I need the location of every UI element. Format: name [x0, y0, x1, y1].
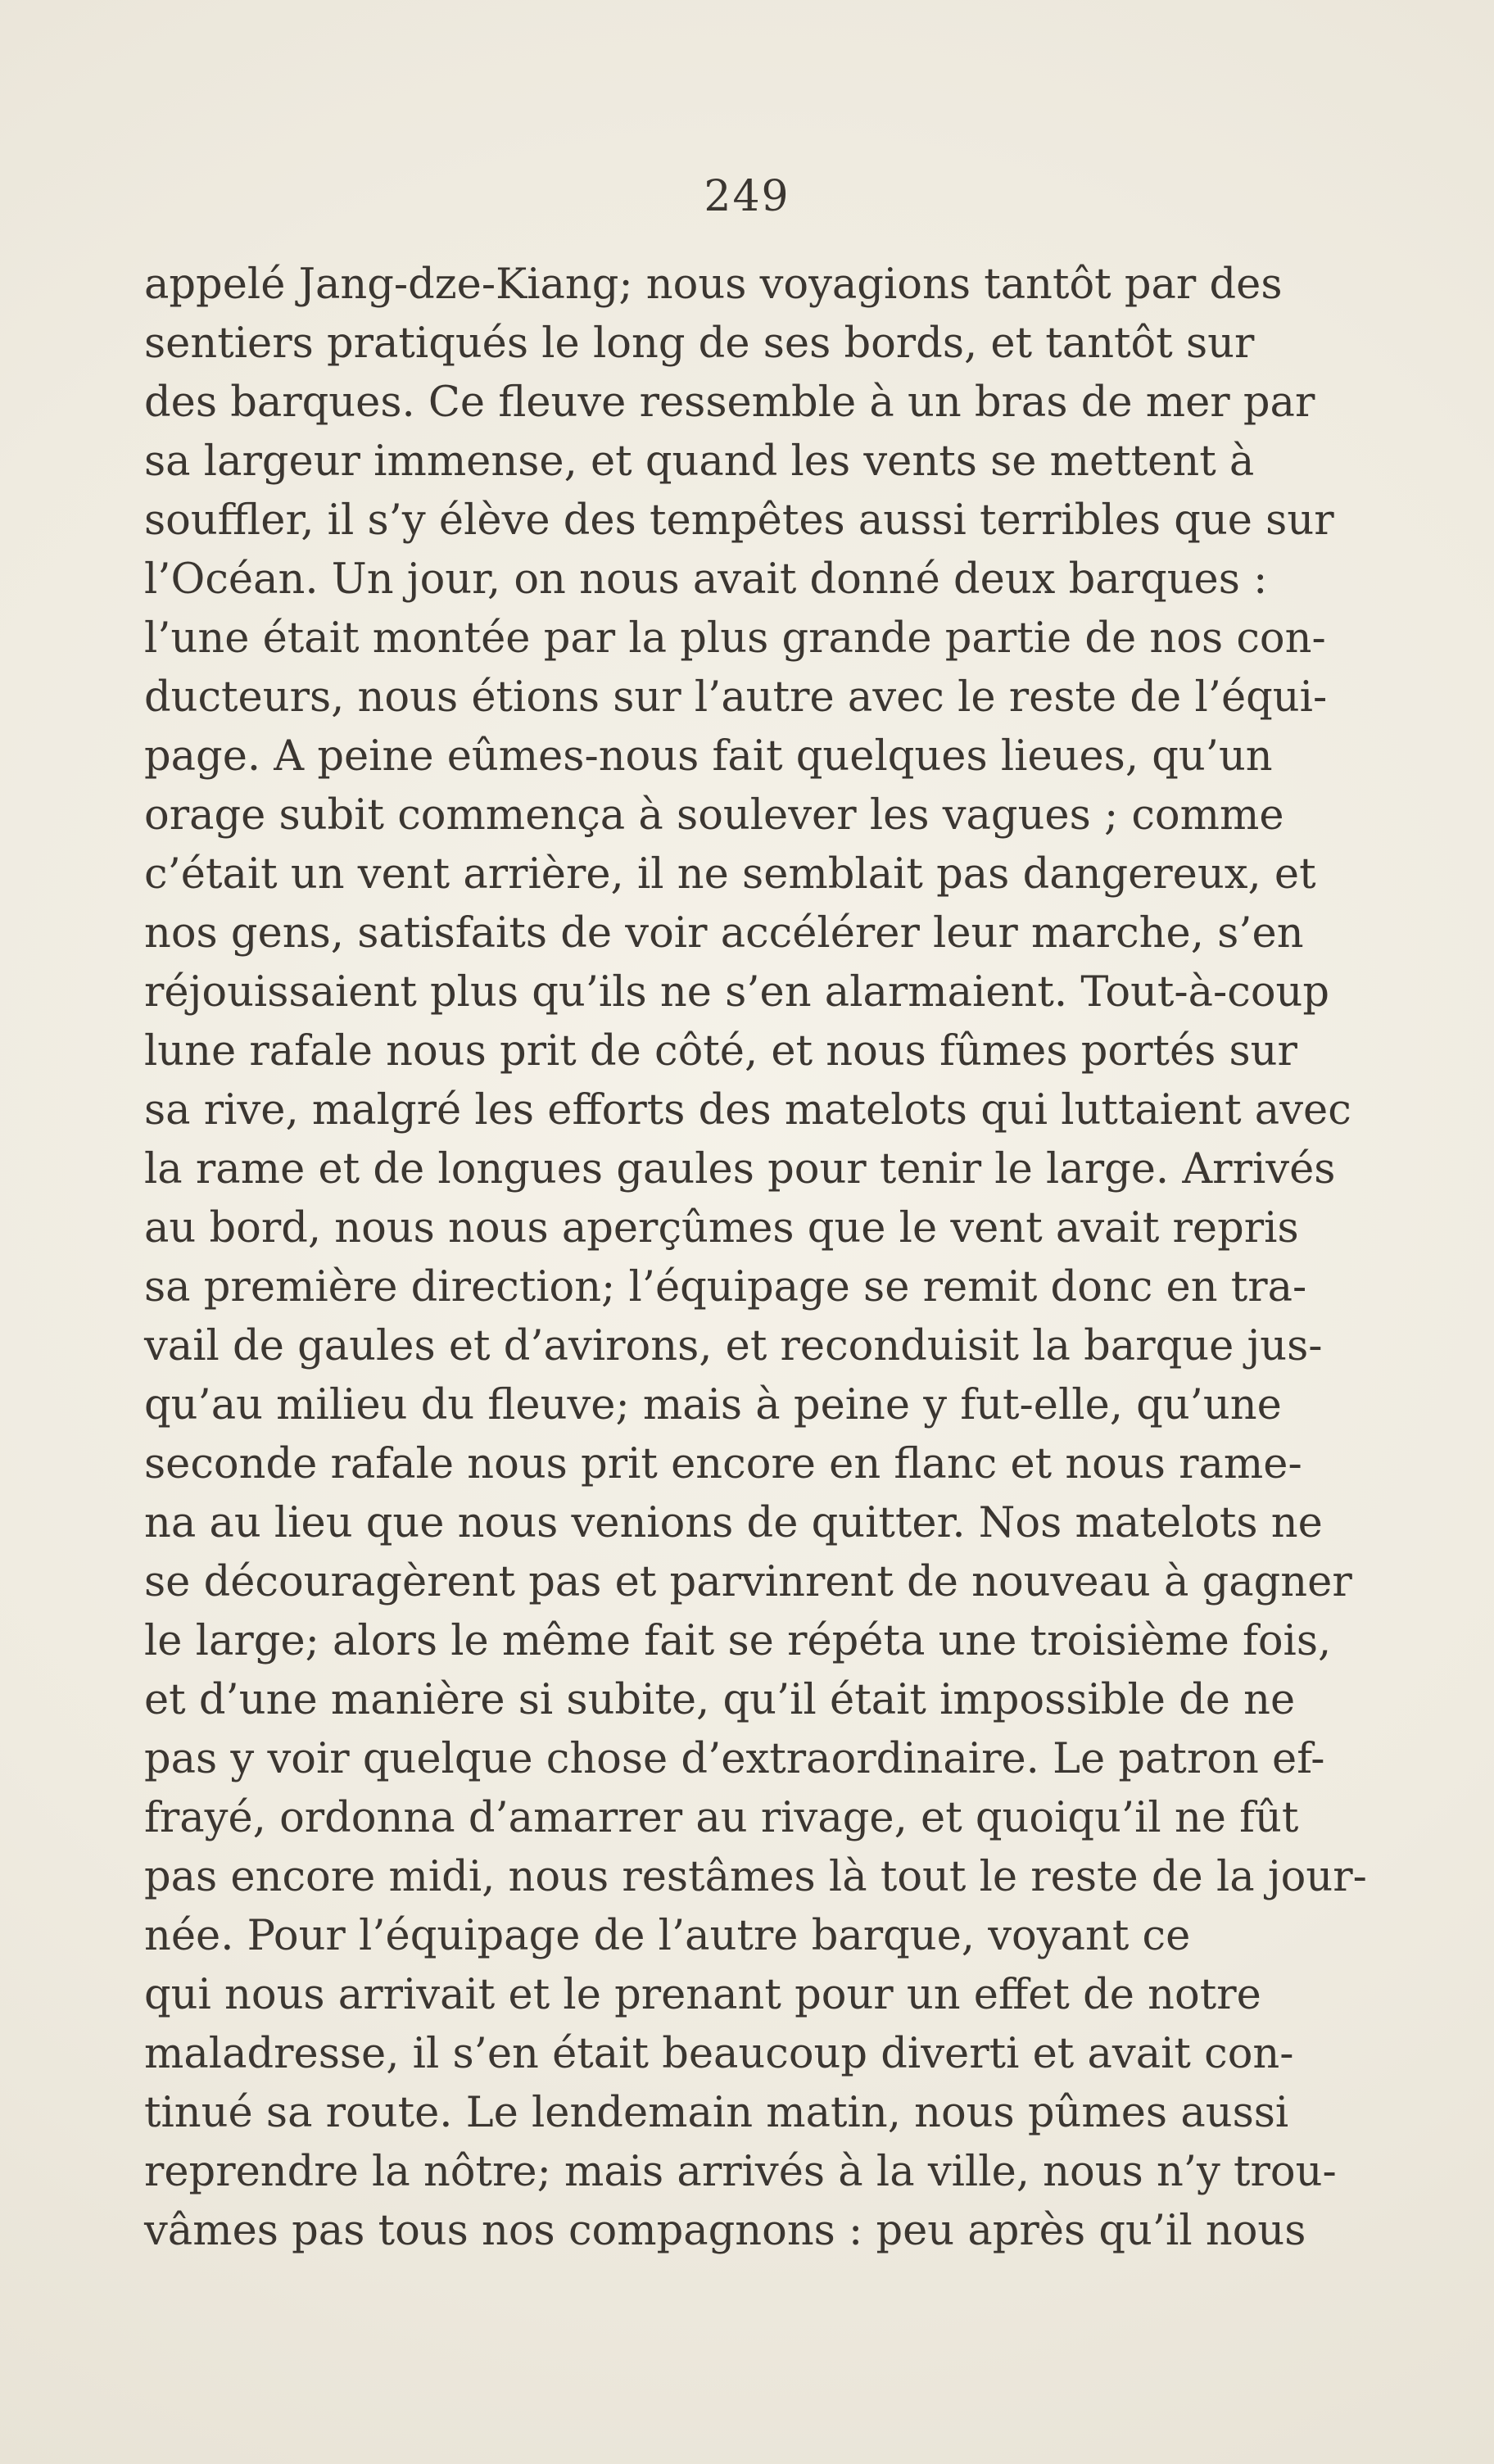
text-line: maladresse, il s’en était beaucoup diverti et avait con-: [144, 2030, 1294, 2078]
text-line: qu’au milieu du fleuve; mais à peine y fut-elle, qu’une: [144, 1381, 1282, 1429]
text-line: sa rive, malgré les efforts des matelots qui luttaient avec: [144, 1086, 1351, 1135]
text-line: sa largeur immense, et quand les vents se mettent à: [144, 437, 1255, 486]
text-line: tinué sa route. Le lendemain matin, nous pûmes aussi: [144, 2089, 1289, 2137]
text-line: pas y voir quelque chose d’extraordinaire. Le patron ef-: [144, 1735, 1325, 1783]
text-line: la rame et de longues gaules pour tenir le large. Arrivés: [144, 1145, 1336, 1194]
text-line: ducteurs, nous étions sur l’autre avec le reste de l’équi-: [144, 673, 1328, 722]
text-line: le large; alors le même fait se répéta une troisième fois,: [144, 1617, 1332, 1665]
text-line: née. Pour l’équipage de l’autre barque, voyant ce: [144, 1912, 1191, 1960]
text-line: sentiers pratiqués le long de ses bords, et tantôt sur: [144, 319, 1255, 368]
text-line: l’une était montée par la plus grande partie de nos con-: [144, 614, 1326, 663]
page-number: 249: [704, 172, 790, 221]
text-line: na au lieu que nous venions de quitter. Nos matelots ne: [144, 1499, 1323, 1547]
text-line: c’était un vent arrière, il ne semblait pas dangereux, et: [144, 850, 1316, 899]
text-line: frayé, ordonna d’amarrer au rivage, et quoiqu’il ne fût: [144, 1794, 1299, 1842]
text-line: orage subit commença à soulever les vagues ; comme: [144, 791, 1284, 840]
text-line: et d’une manière si subite, qu’il était impossible de ne: [144, 1676, 1296, 1724]
text-line: pas encore midi, nous restâmes là tout le reste de la jour-: [144, 1853, 1367, 1901]
text-line: au bord, nous nous aperçûmes que le vent avait repris: [144, 1204, 1299, 1252]
text-line: des barques. Ce fleuve ressemble à un bras de mer par: [144, 378, 1315, 427]
text-line: reprendre la nôtre; mais arrivés à la ville, nous n’y trou-: [144, 2148, 1337, 2196]
body-text: [144, 256, 1367, 2261]
text-line: sa première direction; l’équipage se remit donc en tra-: [144, 1263, 1307, 1311]
text-line: souffler, il s’y élève des tempêtes aussi terribles que sur: [144, 496, 1334, 545]
text-line: appelé Jang-dze-Kiang; nous voyagions tantôt par des: [144, 260, 1283, 309]
text-line: page. A peine eûmes-nous fait quelques lieues, qu’un: [144, 732, 1273, 781]
text-line: qui nous arrivait et le prenant pour un effet de notre: [144, 1971, 1261, 2019]
text-line: réjouissaient plus qu’ils ne s’en alarmaient. Tout-à-coup: [144, 968, 1330, 1017]
text-line: lune rafale nous prit de côté, et nous fûmes portés sur: [144, 1027, 1297, 1076]
text-line: l’Océan. Un jour, on nous avait donné deux barques :: [144, 555, 1268, 604]
text-line: vâmes pas tous nos compagnons : peu après qu’il nous: [144, 2207, 1306, 2255]
text-line: se découragèrent pas et parvinrent de nouveau à gagner: [144, 1558, 1352, 1606]
text-line: nos gens, satisfaits de voir accélérer leur marche, s’en: [144, 909, 1304, 958]
text-line: seconde rafale nous prit encore en flanc et nous rame-: [144, 1440, 1302, 1488]
text-line: vail de gaules et d’avirons, et reconduisit la barque jus-: [144, 1322, 1323, 1370]
